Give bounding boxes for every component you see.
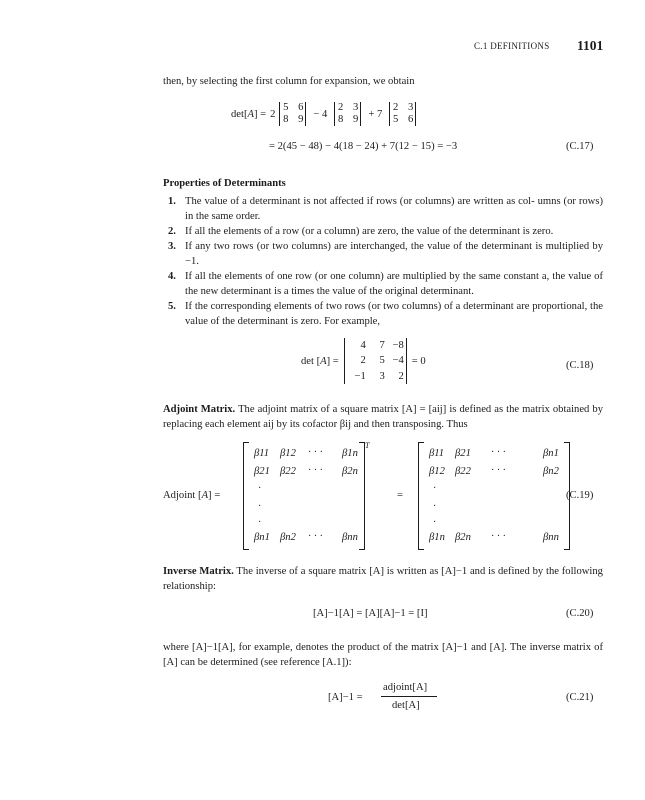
inverse-paragraph	[163, 564, 603, 594]
eq19-transpose: T	[365, 441, 370, 450]
eq18-lhs: det [A] =	[301, 355, 339, 367]
list-item: 3. If any two rows (or two columns) are interchanged, the value of the determinant is multiplied by −1.	[168, 241, 603, 268]
eq17-op3: + 7	[368, 108, 383, 120]
eq17-line2: = 2(45 − 48) − 4(18 − 24) + 7(12 − 15) = −3	[269, 141, 458, 152]
eq21-numerator: adjoint[A]	[383, 682, 428, 693]
page-number: 1101	[577, 38, 604, 53]
eq17-coef1: 2	[270, 108, 276, 120]
eq17-minor-3: 2 3 5 6	[389, 102, 416, 126]
eq20-number: (C.20)	[566, 608, 594, 619]
eq17-lhs: det[A] =	[231, 108, 267, 120]
eq18-determinant: 4 7 −8 2 5 −4 −1 3 2	[344, 338, 407, 384]
list-item: 5. If the corresponding elements of two rows (or two columns) of a determinant are proportional, the value of the determinant is zero. For example,	[168, 301, 603, 328]
eq21-number: (C.21)	[566, 692, 594, 703]
eq19-lhs: Adjoint [A] =	[163, 490, 221, 501]
eq19-number: (C.19)	[566, 490, 594, 501]
eq17-number: (C.17)	[566, 141, 594, 152]
list-item: 2. If all the elements of a row (or a column) are zero, the value of the determinant is zero.	[168, 226, 554, 238]
properties-heading: Properties of Determinants	[163, 178, 286, 189]
eq19-equals: =	[397, 490, 403, 501]
eq18-number: (C.18)	[566, 360, 594, 371]
eq21-lhs: [A]−1 =	[328, 692, 363, 703]
eq19-left-matrix: β11 β12 · · · β1n β21 β22 · · · β2n · · · βn1 βn2 · · · βnn	[243, 442, 365, 550]
eq21-fraction-bar	[381, 696, 437, 697]
list-item: 4. If all the elements of one row (or one column) are multiplied by the same constant a, the value of the new determinant is a times the value of the original determinant.	[168, 271, 603, 298]
eq17-op2: − 4	[313, 108, 328, 120]
properties-list	[163, 194, 603, 329]
inverse-heading: Inverse Matrix.	[163, 566, 234, 577]
eq19-right-matrix: β11 β21 · · · βn1 β12 β22 · · · βn2 · · · β1n β2n · · · βnn	[418, 442, 570, 550]
list-item: 1. The value of a determinant is not affected if rows (or columns) are written as col- umns (or rows) in the same order.	[168, 196, 603, 223]
running-header-section: C.1 DEFINITIONS	[474, 41, 550, 51]
eq17-minor-1: 5 6 8 9	[279, 102, 306, 126]
equation-c17-line1	[231, 102, 416, 126]
where-paragraph: where [A]−1[A], for example, denotes the product of the matrix [A]−1 and [A]. The inverse matrix of [A] can be determined (see reference [A.1]):	[163, 642, 603, 669]
adjoint-paragraph	[163, 402, 603, 432]
inverse-text: The inverse of a square matrix [A] is written as [A]−1 and is defined by the following relationship:	[163, 566, 603, 593]
adjoint-heading: Adjoint Matrix.	[163, 404, 236, 415]
intro-text: then, by selecting the first column for expansion, we obtain	[163, 76, 415, 87]
equation-c18	[301, 338, 426, 384]
eq20-expression: [A]−1[A] = [A][A]−1 = [I]	[313, 608, 428, 619]
eq21-denominator: det[A]	[392, 700, 420, 711]
eq18-rhs: = 0	[411, 355, 426, 367]
adjoint-text: The adjoint matrix of a square matrix [A] = [aij] is defined as the matrix obtained by replacing each element aij by its cofactor βij and then transposing. Thus	[163, 404, 603, 431]
eq17-minor-2: 2 3 8 9	[334, 102, 361, 126]
